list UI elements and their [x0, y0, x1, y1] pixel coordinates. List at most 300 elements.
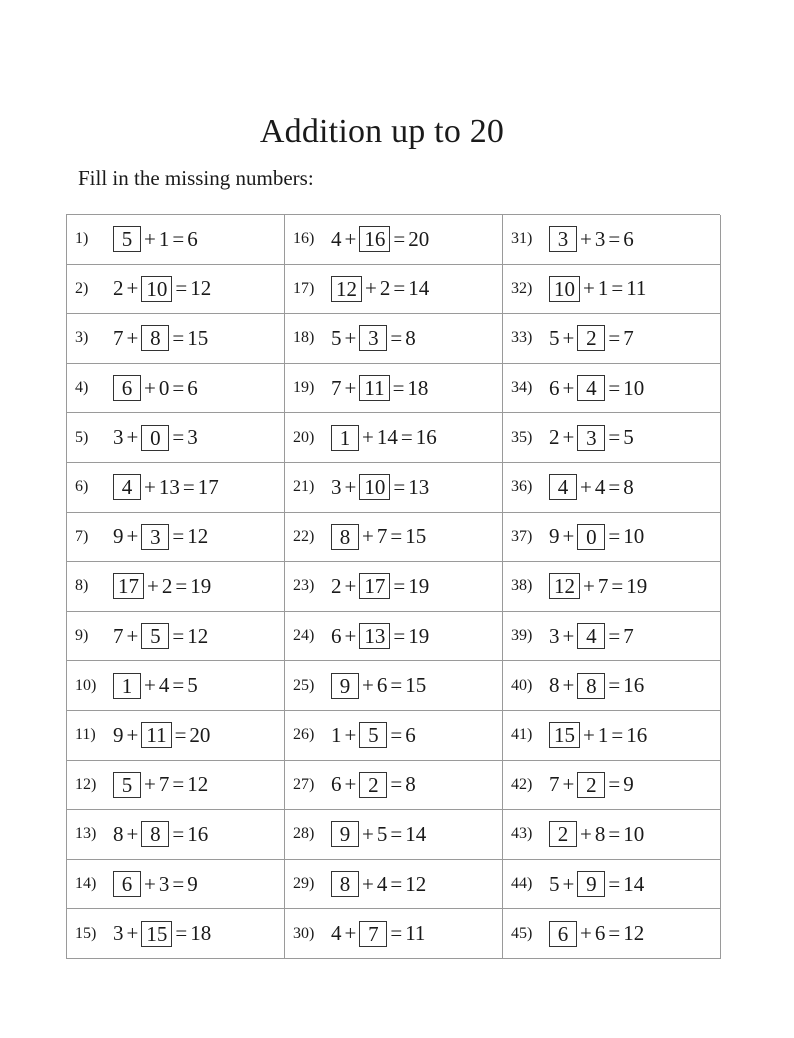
equation	[113, 425, 198, 451]
addend: 2	[549, 425, 560, 450]
answer-box: 4	[577, 623, 605, 649]
sum: 6	[187, 375, 198, 400]
problem-cell	[67, 364, 285, 414]
equation	[549, 226, 634, 252]
addend: 4	[158, 673, 170, 698]
problem-number: 11)	[75, 726, 96, 744]
problem-number: 45)	[511, 924, 533, 942]
answer-box: 0	[141, 425, 169, 451]
problem-cell	[285, 413, 503, 463]
equation	[331, 772, 416, 798]
problem-number: 13)	[75, 825, 97, 843]
equation	[113, 474, 219, 500]
sum: 5	[623, 425, 634, 450]
plus-sign: +	[562, 375, 575, 400]
problem-number: 35)	[511, 428, 533, 446]
answer-box: 5	[141, 623, 169, 649]
plus-sign: +	[362, 524, 374, 549]
sum: 19	[408, 623, 430, 648]
problem-grid	[66, 214, 720, 959]
problem-number: 37)	[511, 527, 533, 545]
equation	[113, 871, 198, 897]
equals-sign: =	[611, 722, 624, 747]
sum: 11	[626, 276, 647, 301]
plus-sign: +	[562, 772, 575, 797]
answer-box: 2	[359, 772, 387, 798]
equals-sign: =	[393, 474, 406, 499]
plus-sign: +	[144, 474, 156, 499]
sum: 9	[187, 871, 198, 896]
equals-sign: =	[172, 673, 185, 698]
equation	[113, 722, 210, 748]
problem-number: 32)	[511, 279, 533, 297]
plus-sign: +	[580, 226, 592, 251]
answer-box: 17	[359, 573, 390, 599]
equals-sign: =	[608, 524, 621, 549]
problem-cell	[503, 761, 721, 811]
equals-sign: =	[172, 772, 185, 797]
addend: 2	[331, 573, 342, 598]
addend: 6	[594, 921, 606, 946]
sum: 7	[623, 623, 634, 648]
problem-number: 12)	[75, 775, 97, 793]
equals-sign: =	[400, 425, 413, 450]
problem-cell	[67, 314, 285, 364]
instructions: Fill in the missing numbers:	[78, 166, 314, 190]
answer-box: 6	[113, 871, 141, 897]
answer-box: 2	[577, 325, 605, 351]
problem-number: 8)	[75, 577, 89, 595]
answer-box: 3	[141, 524, 169, 550]
answer-box: 8	[141, 325, 169, 351]
equation	[331, 573, 429, 599]
plus-sign: +	[144, 673, 156, 698]
plus-sign: +	[344, 722, 357, 747]
answer-box: 5	[359, 722, 387, 748]
sum: 3	[187, 425, 198, 450]
plus-sign: +	[362, 425, 374, 450]
sum: 12	[190, 276, 212, 301]
plus-sign: +	[126, 325, 139, 350]
sum: 16	[415, 425, 437, 450]
addend: 5	[376, 821, 388, 846]
equation	[113, 524, 208, 550]
plus-sign: +	[344, 375, 357, 400]
problem-cell	[285, 314, 503, 364]
equation	[113, 325, 208, 351]
problem-number: 24)	[293, 627, 315, 645]
plus-sign: +	[362, 673, 374, 698]
plus-sign: +	[562, 623, 575, 648]
addend: 6	[376, 673, 388, 698]
plus-sign: +	[583, 722, 595, 747]
answer-box: 0	[577, 524, 605, 550]
equals-sign: =	[608, 425, 621, 450]
equals-sign: =	[608, 623, 621, 648]
plus-sign: +	[126, 276, 139, 301]
equals-sign: =	[175, 276, 188, 301]
addend: 4	[331, 226, 342, 251]
sum: 15	[405, 673, 427, 698]
addend: 0	[158, 375, 170, 400]
addend: 7	[158, 772, 170, 797]
answer-box: 6	[549, 921, 577, 947]
plus-sign: +	[362, 871, 374, 896]
problem-cell	[503, 711, 721, 761]
problem-number: 7)	[75, 527, 89, 545]
problem-number: 9)	[75, 627, 89, 645]
addend: 13	[158, 474, 180, 499]
addend: 3	[113, 425, 124, 450]
problem-cell	[67, 711, 285, 761]
equation	[549, 573, 647, 599]
addend: 9	[549, 524, 560, 549]
sum: 19	[190, 573, 212, 598]
equals-sign: =	[608, 772, 621, 797]
sum: 19	[626, 573, 648, 598]
problem-cell	[285, 909, 503, 959]
problem-number: 19)	[293, 379, 315, 397]
sum: 19	[408, 573, 430, 598]
problem-cell	[67, 909, 285, 959]
problem-number: 6)	[75, 478, 89, 496]
plus-sign: +	[126, 524, 139, 549]
equals-sign: =	[608, 821, 621, 846]
problem-cell	[285, 265, 503, 315]
equals-sign: =	[390, 524, 403, 549]
problem-number: 16)	[293, 230, 315, 248]
answer-box: 4	[549, 474, 577, 500]
answer-box: 10	[359, 474, 390, 500]
plus-sign: +	[126, 425, 139, 450]
plus-sign: +	[144, 375, 156, 400]
addend: 7	[549, 772, 560, 797]
sum: 16	[626, 722, 648, 747]
equals-sign: =	[175, 573, 188, 598]
plus-sign: +	[147, 573, 159, 598]
answer-box: 3	[359, 325, 387, 351]
answer-box: 12	[331, 276, 362, 302]
addend: 8	[594, 821, 606, 846]
plus-sign: +	[126, 722, 139, 747]
equation	[113, 673, 198, 699]
problem-cell	[285, 463, 503, 513]
problem-number: 25)	[293, 676, 315, 694]
equation	[549, 673, 644, 699]
answer-box: 4	[113, 474, 141, 500]
problem-number: 43)	[511, 825, 533, 843]
equals-sign: =	[608, 673, 621, 698]
problem-cell	[67, 810, 285, 860]
problem-cell	[285, 810, 503, 860]
plus-sign: +	[583, 573, 595, 598]
problem-cell	[503, 612, 721, 662]
equation	[331, 524, 426, 550]
sum: 12	[187, 524, 209, 549]
sum: 14	[405, 821, 427, 846]
equals-sign: =	[172, 425, 185, 450]
equation	[331, 821, 426, 847]
addend: 6	[549, 375, 560, 400]
plus-sign: +	[362, 821, 374, 846]
equation	[113, 921, 211, 947]
equation	[549, 325, 634, 351]
problem-cell	[285, 661, 503, 711]
answer-box: 17	[113, 573, 144, 599]
equation	[331, 921, 425, 947]
problem-cell	[67, 860, 285, 910]
problem-cell	[503, 463, 721, 513]
addend: 3	[331, 474, 342, 499]
sum: 15	[405, 524, 427, 549]
equation	[113, 226, 198, 252]
equals-sign: =	[172, 375, 185, 400]
plus-sign: +	[126, 921, 139, 946]
equals-sign: =	[172, 871, 185, 896]
sum: 20	[189, 722, 211, 747]
equation	[113, 276, 211, 302]
answer-box: 4	[577, 375, 605, 401]
plus-sign: +	[580, 921, 592, 946]
addend: 9	[113, 524, 124, 549]
answer-box: 9	[577, 871, 605, 897]
equals-sign: =	[608, 226, 621, 251]
answer-box: 8	[331, 871, 359, 897]
addend: 8	[113, 821, 124, 846]
answer-box: 9	[331, 821, 359, 847]
problem-number: 23)	[293, 577, 315, 595]
problem-cell	[503, 562, 721, 612]
equation	[549, 623, 634, 649]
answer-box: 16	[359, 226, 390, 252]
problem-cell	[67, 513, 285, 563]
equals-sign: =	[608, 375, 621, 400]
equation	[549, 524, 644, 550]
sum: 12	[405, 871, 427, 896]
addend: 2	[161, 573, 173, 598]
equation	[549, 871, 644, 897]
equation	[549, 425, 634, 451]
problem-number: 1)	[75, 230, 89, 248]
plus-sign: +	[562, 425, 575, 450]
problem-cell	[67, 661, 285, 711]
plus-sign: +	[144, 226, 156, 251]
plus-sign: +	[562, 871, 575, 896]
sum: 12	[187, 623, 209, 648]
sum: 10	[623, 524, 645, 549]
sum: 14	[408, 276, 430, 301]
answer-box: 15	[549, 722, 580, 748]
plus-sign: +	[562, 524, 575, 549]
equals-sign: =	[390, 325, 403, 350]
sum: 5	[187, 673, 198, 698]
equation	[549, 375, 644, 401]
addend: 7	[597, 573, 609, 598]
addend: 4	[376, 871, 388, 896]
answer-box: 9	[331, 673, 359, 699]
problem-cell	[67, 761, 285, 811]
problem-number: 39)	[511, 627, 533, 645]
answer-box: 3	[549, 226, 577, 252]
sum: 20	[408, 226, 430, 251]
equation	[549, 276, 646, 302]
equation	[331, 474, 429, 500]
problem-number: 28)	[293, 825, 315, 843]
equation	[113, 375, 198, 401]
problem-number: 2)	[75, 279, 89, 297]
equals-sign: =	[390, 921, 403, 946]
answer-box: 1	[331, 425, 359, 451]
problem-cell	[503, 661, 721, 711]
sum: 15	[187, 325, 209, 350]
problem-cell	[503, 860, 721, 910]
problem-cell	[67, 463, 285, 513]
sum: 18	[190, 921, 212, 946]
sum: 17	[197, 474, 219, 499]
answer-box: 8	[141, 821, 169, 847]
sum: 9	[623, 772, 634, 797]
problem-number: 21)	[293, 478, 315, 496]
problem-cell	[503, 215, 721, 265]
plus-sign: +	[580, 821, 592, 846]
problem-number: 29)	[293, 875, 315, 893]
addend: 5	[549, 325, 560, 350]
equation	[331, 325, 416, 351]
problem-number: 20)	[293, 428, 315, 446]
problem-cell	[285, 215, 503, 265]
equation	[331, 871, 426, 897]
equals-sign: =	[608, 474, 621, 499]
problem-cell	[67, 265, 285, 315]
plus-sign: +	[365, 276, 377, 301]
equals-sign: =	[608, 325, 621, 350]
equals-sign: =	[393, 226, 406, 251]
addend: 14	[376, 425, 398, 450]
equation	[113, 623, 208, 649]
sum: 10	[623, 821, 645, 846]
plus-sign: +	[344, 325, 357, 350]
addend: 5	[549, 871, 560, 896]
equals-sign: =	[172, 623, 185, 648]
sum: 12	[623, 921, 645, 946]
sum: 12	[187, 772, 209, 797]
problem-number: 38)	[511, 577, 533, 595]
sum: 6	[187, 226, 198, 251]
problem-cell	[67, 612, 285, 662]
equation	[331, 623, 429, 649]
sum: 16	[187, 821, 209, 846]
addend: 1	[597, 722, 609, 747]
problem-number: 36)	[511, 478, 533, 496]
problem-cell	[503, 810, 721, 860]
problem-cell	[503, 364, 721, 414]
sum: 8	[405, 772, 416, 797]
answer-box: 8	[331, 524, 359, 550]
equals-sign: =	[611, 573, 624, 598]
equation	[331, 425, 437, 451]
equation	[549, 474, 634, 500]
addend: 9	[113, 722, 124, 747]
equation	[549, 722, 647, 748]
problem-number: 33)	[511, 329, 533, 347]
equals-sign: =	[175, 921, 188, 946]
equals-sign: =	[390, 673, 403, 698]
equation	[549, 772, 634, 798]
problem-cell	[503, 413, 721, 463]
problem-cell	[285, 761, 503, 811]
sum: 6	[405, 722, 416, 747]
addend: 4	[594, 474, 606, 499]
addend: 7	[331, 375, 342, 400]
equation	[549, 921, 644, 947]
worksheet-title: Addition up to 20	[259, 113, 505, 150]
problem-number: 30)	[293, 924, 315, 942]
problem-cell	[285, 364, 503, 414]
problem-number: 10)	[75, 676, 97, 694]
problem-number: 15)	[75, 924, 97, 942]
addend: 4	[331, 921, 342, 946]
equals-sign: =	[611, 276, 624, 301]
equation	[331, 722, 416, 748]
equation	[113, 821, 208, 847]
addend: 6	[331, 772, 342, 797]
plus-sign: +	[144, 871, 156, 896]
answer-box: 10	[141, 276, 172, 302]
plus-sign: +	[344, 573, 357, 598]
problem-number: 31)	[511, 230, 533, 248]
answer-box: 12	[549, 573, 580, 599]
addend: 7	[376, 524, 388, 549]
equals-sign: =	[392, 375, 405, 400]
answer-box: 13	[359, 623, 390, 649]
sum: 11	[405, 921, 426, 946]
problem-cell	[285, 612, 503, 662]
plus-sign: +	[344, 474, 357, 499]
equation	[331, 673, 426, 699]
answer-box: 2	[549, 821, 577, 847]
addend: 8	[549, 673, 560, 698]
addend: 1	[331, 722, 342, 747]
equation	[549, 821, 644, 847]
equals-sign: =	[390, 871, 403, 896]
answer-box: 11	[141, 722, 171, 748]
problem-number: 27)	[293, 775, 315, 793]
answer-box: 11	[359, 375, 389, 401]
equals-sign: =	[608, 871, 621, 896]
problem-number: 5)	[75, 428, 89, 446]
plus-sign: +	[344, 921, 357, 946]
equals-sign: =	[393, 276, 406, 301]
equals-sign: =	[182, 474, 195, 499]
equals-sign: =	[608, 921, 621, 946]
addend: 2	[379, 276, 391, 301]
equals-sign: =	[390, 821, 403, 846]
problem-cell	[285, 562, 503, 612]
sum: 16	[623, 673, 645, 698]
equals-sign: =	[174, 722, 187, 747]
equals-sign: =	[172, 226, 185, 251]
problem-cell	[285, 711, 503, 761]
plus-sign: +	[126, 623, 139, 648]
problem-number: 4)	[75, 379, 89, 397]
equation	[331, 375, 428, 401]
addend: 7	[113, 325, 124, 350]
problem-cell	[67, 413, 285, 463]
answer-box: 8	[577, 673, 605, 699]
problem-cell	[67, 562, 285, 612]
sum: 18	[407, 375, 429, 400]
plus-sign: +	[344, 623, 357, 648]
